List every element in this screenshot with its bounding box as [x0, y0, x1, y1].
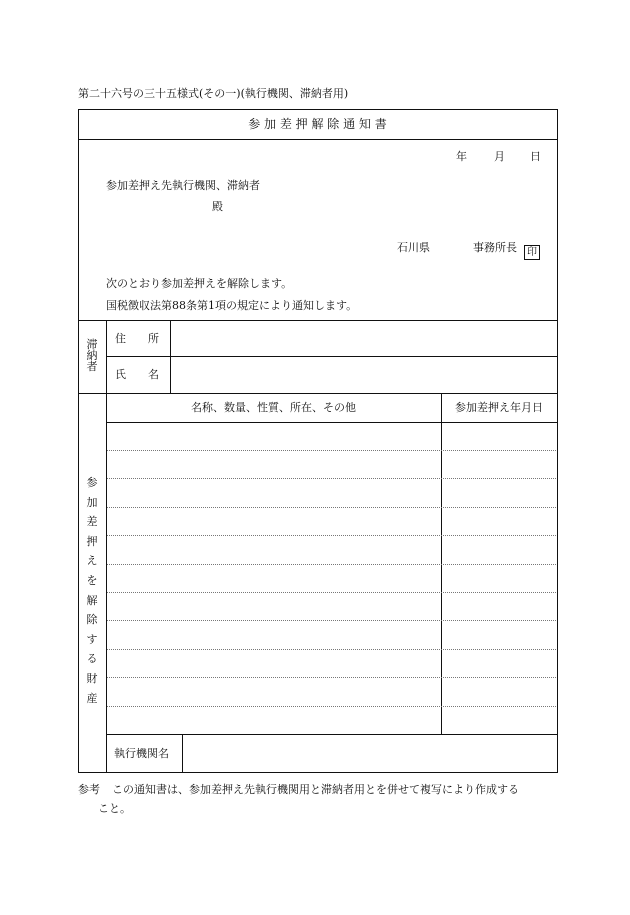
header-divider [78, 320, 557, 321]
property-label-char: 参 [86, 476, 98, 489]
date-day-label: 日 [530, 150, 541, 163]
address-divider [106, 356, 557, 357]
seal-label: 印 [524, 245, 540, 260]
date-column-header: 参加差押え年月日 [455, 401, 543, 414]
agency-label-divider [182, 734, 183, 772]
property-label-char: す [86, 632, 98, 646]
name-label: 氏 名 [115, 368, 159, 381]
agency-name-field[interactable] [184, 736, 555, 770]
date-month-label: 月 [494, 150, 505, 163]
statement-release: 次のとおり参加差押えを解除します。 [106, 277, 293, 290]
label-column-divider [106, 320, 107, 772]
property-label-char: る [86, 652, 98, 666]
delinquent-label-char: 納 [86, 349, 98, 362]
address-field[interactable] [172, 322, 555, 355]
note-prefix: 参考 [78, 783, 100, 796]
property-label-char: え [86, 554, 98, 568]
property-label-char: 財 [86, 671, 98, 685]
delinquent-label-char: 滞 [86, 338, 98, 351]
property-label-char: 加 [86, 495, 98, 509]
property-label-char: 解 [86, 593, 98, 607]
form-caption: 第二十六号の三十五様式(その一)(執行機関、滞納者用) [78, 87, 349, 100]
note-line-1: この通知書は、参加差押え先執行機関用と滞納者用とを併せて複写により作成する [112, 783, 519, 796]
statement-legal-basis: 国税徴収法第88条第1項の規定により通知します。 [106, 299, 358, 312]
delinquent-divider [78, 393, 557, 394]
property-label-char: 産 [86, 691, 98, 705]
property-label [78, 477, 106, 704]
note-line-2: こと。 [98, 802, 131, 815]
issuer-title: 事務所長 [473, 241, 517, 254]
name-field[interactable] [172, 358, 555, 392]
property-label-char: 除 [86, 613, 98, 627]
honorific: 殿 [212, 200, 223, 213]
property-label-char: 押 [86, 534, 98, 548]
seal-stamp [524, 240, 540, 260]
property-details-area[interactable] [108, 424, 439, 732]
address-label: 住 所 [115, 332, 159, 345]
delinquent-label [78, 339, 106, 372]
issuer-org: 石川県 [397, 241, 430, 254]
attachment-date-area[interactable] [443, 424, 555, 732]
property-label-char: を [86, 573, 98, 587]
property-label-char: 差 [86, 515, 98, 529]
property-column-header: 名称、数量、性質、所在、その他 [191, 401, 356, 414]
form-title: 参 加 差 押 解 除 通 知 書 [248, 117, 387, 131]
delinquent-label-char: 者 [86, 360, 98, 373]
agency-name-label: 執行機関名 [114, 747, 169, 760]
property-header-divider [106, 422, 557, 423]
addressee: 参加差押え先執行機関、滞納者 [106, 179, 260, 192]
property-bottom-divider [106, 734, 557, 735]
title-divider [78, 139, 557, 140]
date-year-label: 年 [456, 150, 467, 163]
delinquent-label-divider [170, 320, 171, 393]
